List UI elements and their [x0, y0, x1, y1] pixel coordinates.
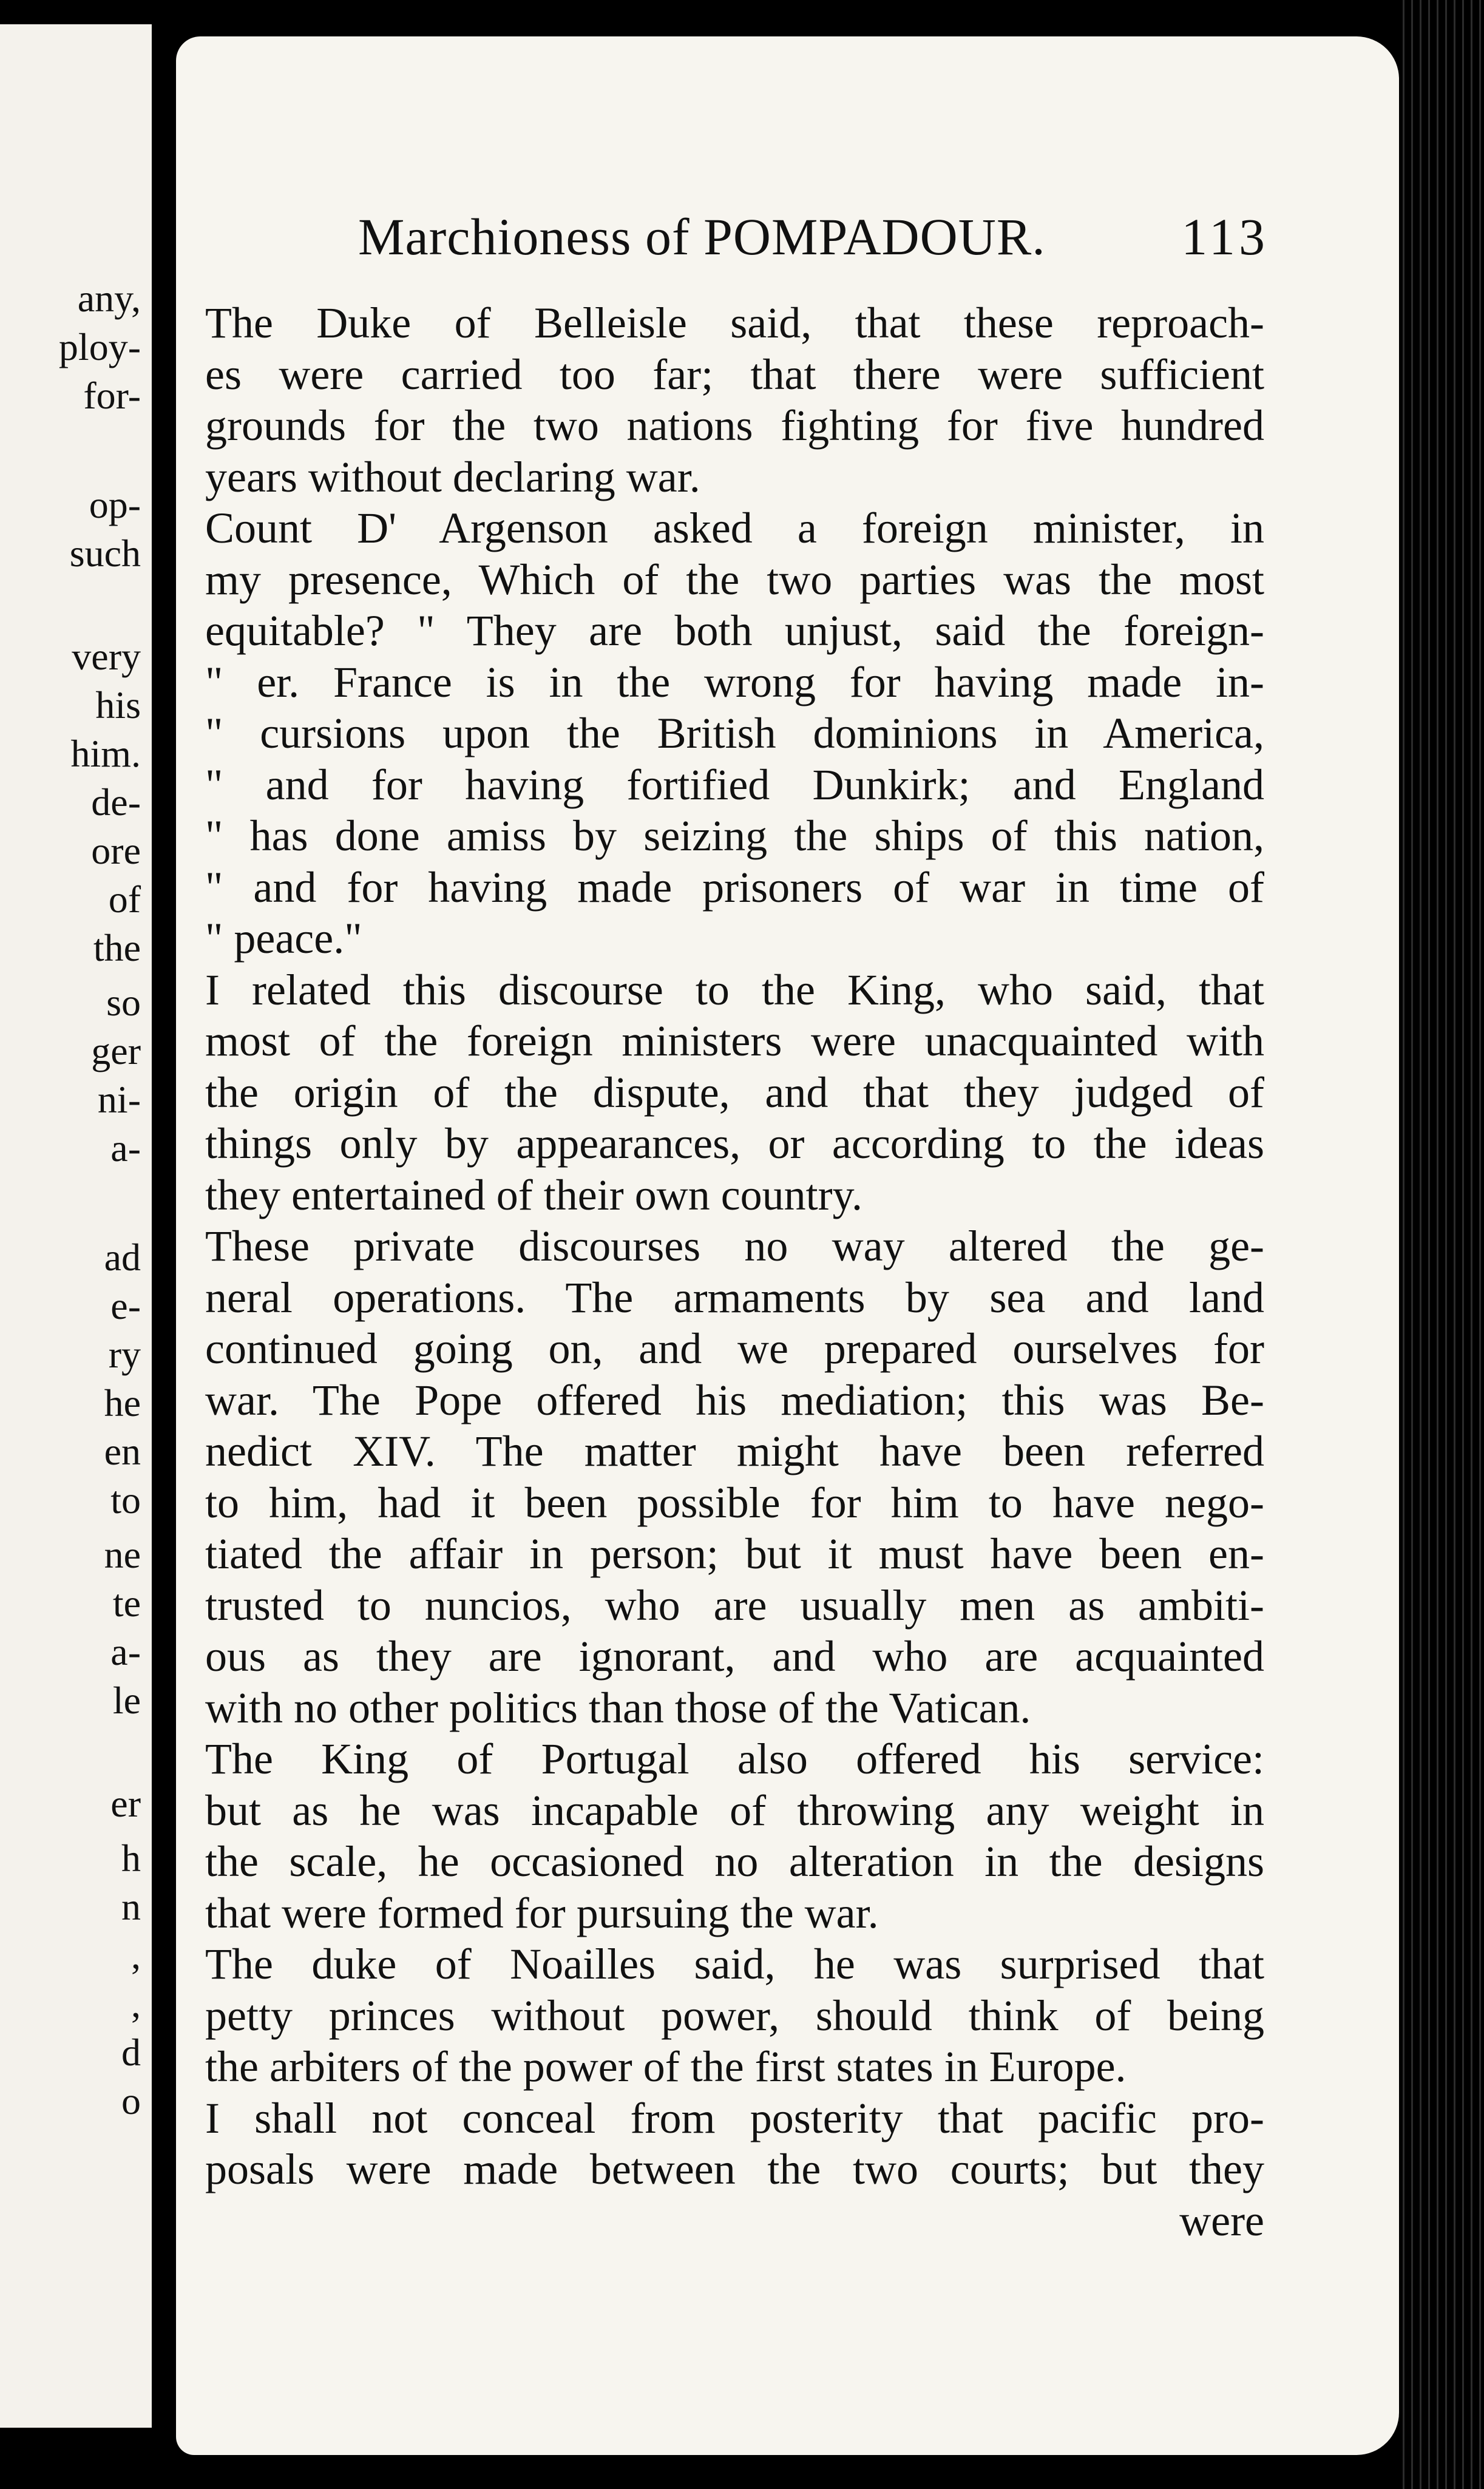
facing-page-fragment: er [110, 1782, 141, 1825]
facing-page-fragment: a- [110, 1126, 141, 1170]
text-line: These private discourses no way altered the ge- [205, 1222, 1264, 1270]
facing-page-fragment: very [72, 635, 141, 678]
text-line: nedict XIV. The matter might have been referred [205, 1427, 1264, 1475]
text-line: trusted to nuncios, who are usually men as ambiti- [205, 1580, 1264, 1630]
text-line: they entertained of their own country. [205, 1170, 862, 1219]
facing-page-fragment: de- [91, 781, 141, 824]
facing-page-fragment: h [121, 1837, 141, 1880]
text-line: tiated the affair in person; but it must have been en- [205, 1529, 1264, 1578]
facing-page-fragment: op- [89, 483, 141, 526]
text-line: I related this discourse to the King, who said, that [205, 965, 1264, 1014]
text-line: but as he was incapable of throwing any weight in [205, 1786, 1264, 1835]
page-header [182, 206, 1269, 279]
facing-page-fragment: such [69, 532, 141, 575]
facing-page-fragment: ploy- [58, 325, 141, 368]
text-line: grounds for the two nations fighting for five hundred [205, 401, 1264, 450]
text-line: The duke of Noailles said, he was surprised that [205, 1940, 1264, 1988]
text-line: " cursions upon the British dominions in America, [205, 709, 1264, 757]
facing-page-fragment: to [110, 1478, 141, 1522]
text-line: neral operations. The armaments by sea and land [205, 1273, 1264, 1322]
facing-page-fragment: d [121, 2031, 141, 2074]
facing-page-fragment: , [131, 1934, 141, 1977]
facing-page-fragment: his [95, 683, 141, 726]
text-line: things only by appearances, or according to the ideas [205, 1119, 1264, 1168]
facing-page-fragment: ry [108, 1333, 141, 1376]
facing-page-fragment: the [93, 926, 141, 969]
text-line: the arbiters of the power of the first states in Europe. [205, 2042, 1127, 2091]
text-line: war. The Pope offered his mediation; this was Be- [205, 1375, 1264, 1424]
text-line: the scale, he occasioned no alteration in the designs [205, 1837, 1264, 1886]
body-text [205, 297, 1264, 2246]
facing-page-fragment: so [106, 981, 141, 1024]
text-line: " peace." [205, 914, 362, 963]
facing-page-fragment: e- [110, 1284, 141, 1327]
facing-page [0, 24, 152, 2428]
text-line: petty princes without power, should think of being [205, 1991, 1264, 2040]
text-line: The Duke of Belleisle said, that these reproach- [205, 299, 1264, 347]
page-edge [1399, 0, 1484, 2489]
facing-page-fragment: ore [91, 829, 141, 872]
facing-page-fragment: of [108, 878, 141, 921]
running-head: Marchioness of POMPADOUR. [358, 208, 1046, 266]
text-line: equitable? " They are both unjust, said the foreign- [205, 606, 1264, 655]
facing-page-fragment: ne [104, 1533, 141, 1576]
text-line: the origin of the dispute, and that they judged of [205, 1068, 1264, 1117]
book-gutter [152, 0, 176, 2489]
text-line: to him, had it been possible for him to have nego- [205, 1478, 1264, 1527]
text-line: I shall not conceal from posterity that pacific pro- [205, 2093, 1264, 2142]
text-line: with no other politics than those of the Vatican. [205, 1683, 1031, 1732]
page-number: 113 [1181, 208, 1269, 266]
text-line: " and for having made prisoners of war in time of [205, 862, 1264, 912]
facing-page-fragment: , [131, 1982, 141, 2025]
facing-page-fragment: le [112, 1679, 141, 1722]
facing-page-fragment: ni- [97, 1078, 141, 1121]
text-line: The King of Portugal also offered his service: [205, 1735, 1264, 1783]
text-line: most of the foreign ministers were unacquainted with [205, 1017, 1264, 1065]
facing-page-fragment: en [104, 1430, 141, 1473]
text-line: Count D' Argenson asked a foreign minister, in [205, 504, 1264, 552]
text-line: " and for having fortified Dunkirk; and England [205, 760, 1264, 809]
facing-page-fragment: o [121, 2079, 141, 2122]
facing-page-fragment: he [104, 1381, 141, 1424]
text-line: " has done amiss by seizing the ships of this nation, [205, 811, 1264, 860]
facing-page-fragment: n [121, 1885, 141, 1928]
facing-page-fragment: ad [104, 1236, 141, 1279]
text-line: " er. France is in the wrong for having made in- [205, 657, 1264, 706]
facing-page-fragment: him. [70, 732, 141, 775]
text-line: ous as they are ignorant, and who are acquainted [205, 1632, 1264, 1681]
text-line: es were carried too far; that there were sufficient [205, 350, 1264, 399]
catchword: were [1179, 2196, 1264, 2245]
text-line: years without declaring war. [205, 452, 700, 501]
facing-page-fragment: te [112, 1582, 141, 1625]
text-line: posals were made between the two courts; but they [205, 2145, 1264, 2193]
facing-page-fragment: ger [91, 1029, 141, 1072]
facing-page-fragment: a- [110, 1630, 141, 1673]
text-line: continued going on, and we prepared ourselves for [205, 1324, 1264, 1373]
text-line: that were formed for pursuing the war. [205, 1888, 879, 1937]
facing-page-fragment: for- [83, 374, 141, 417]
text-line: my presence, Which of the two parties was the most [205, 555, 1264, 604]
facing-page-fragment: any, [77, 277, 141, 320]
